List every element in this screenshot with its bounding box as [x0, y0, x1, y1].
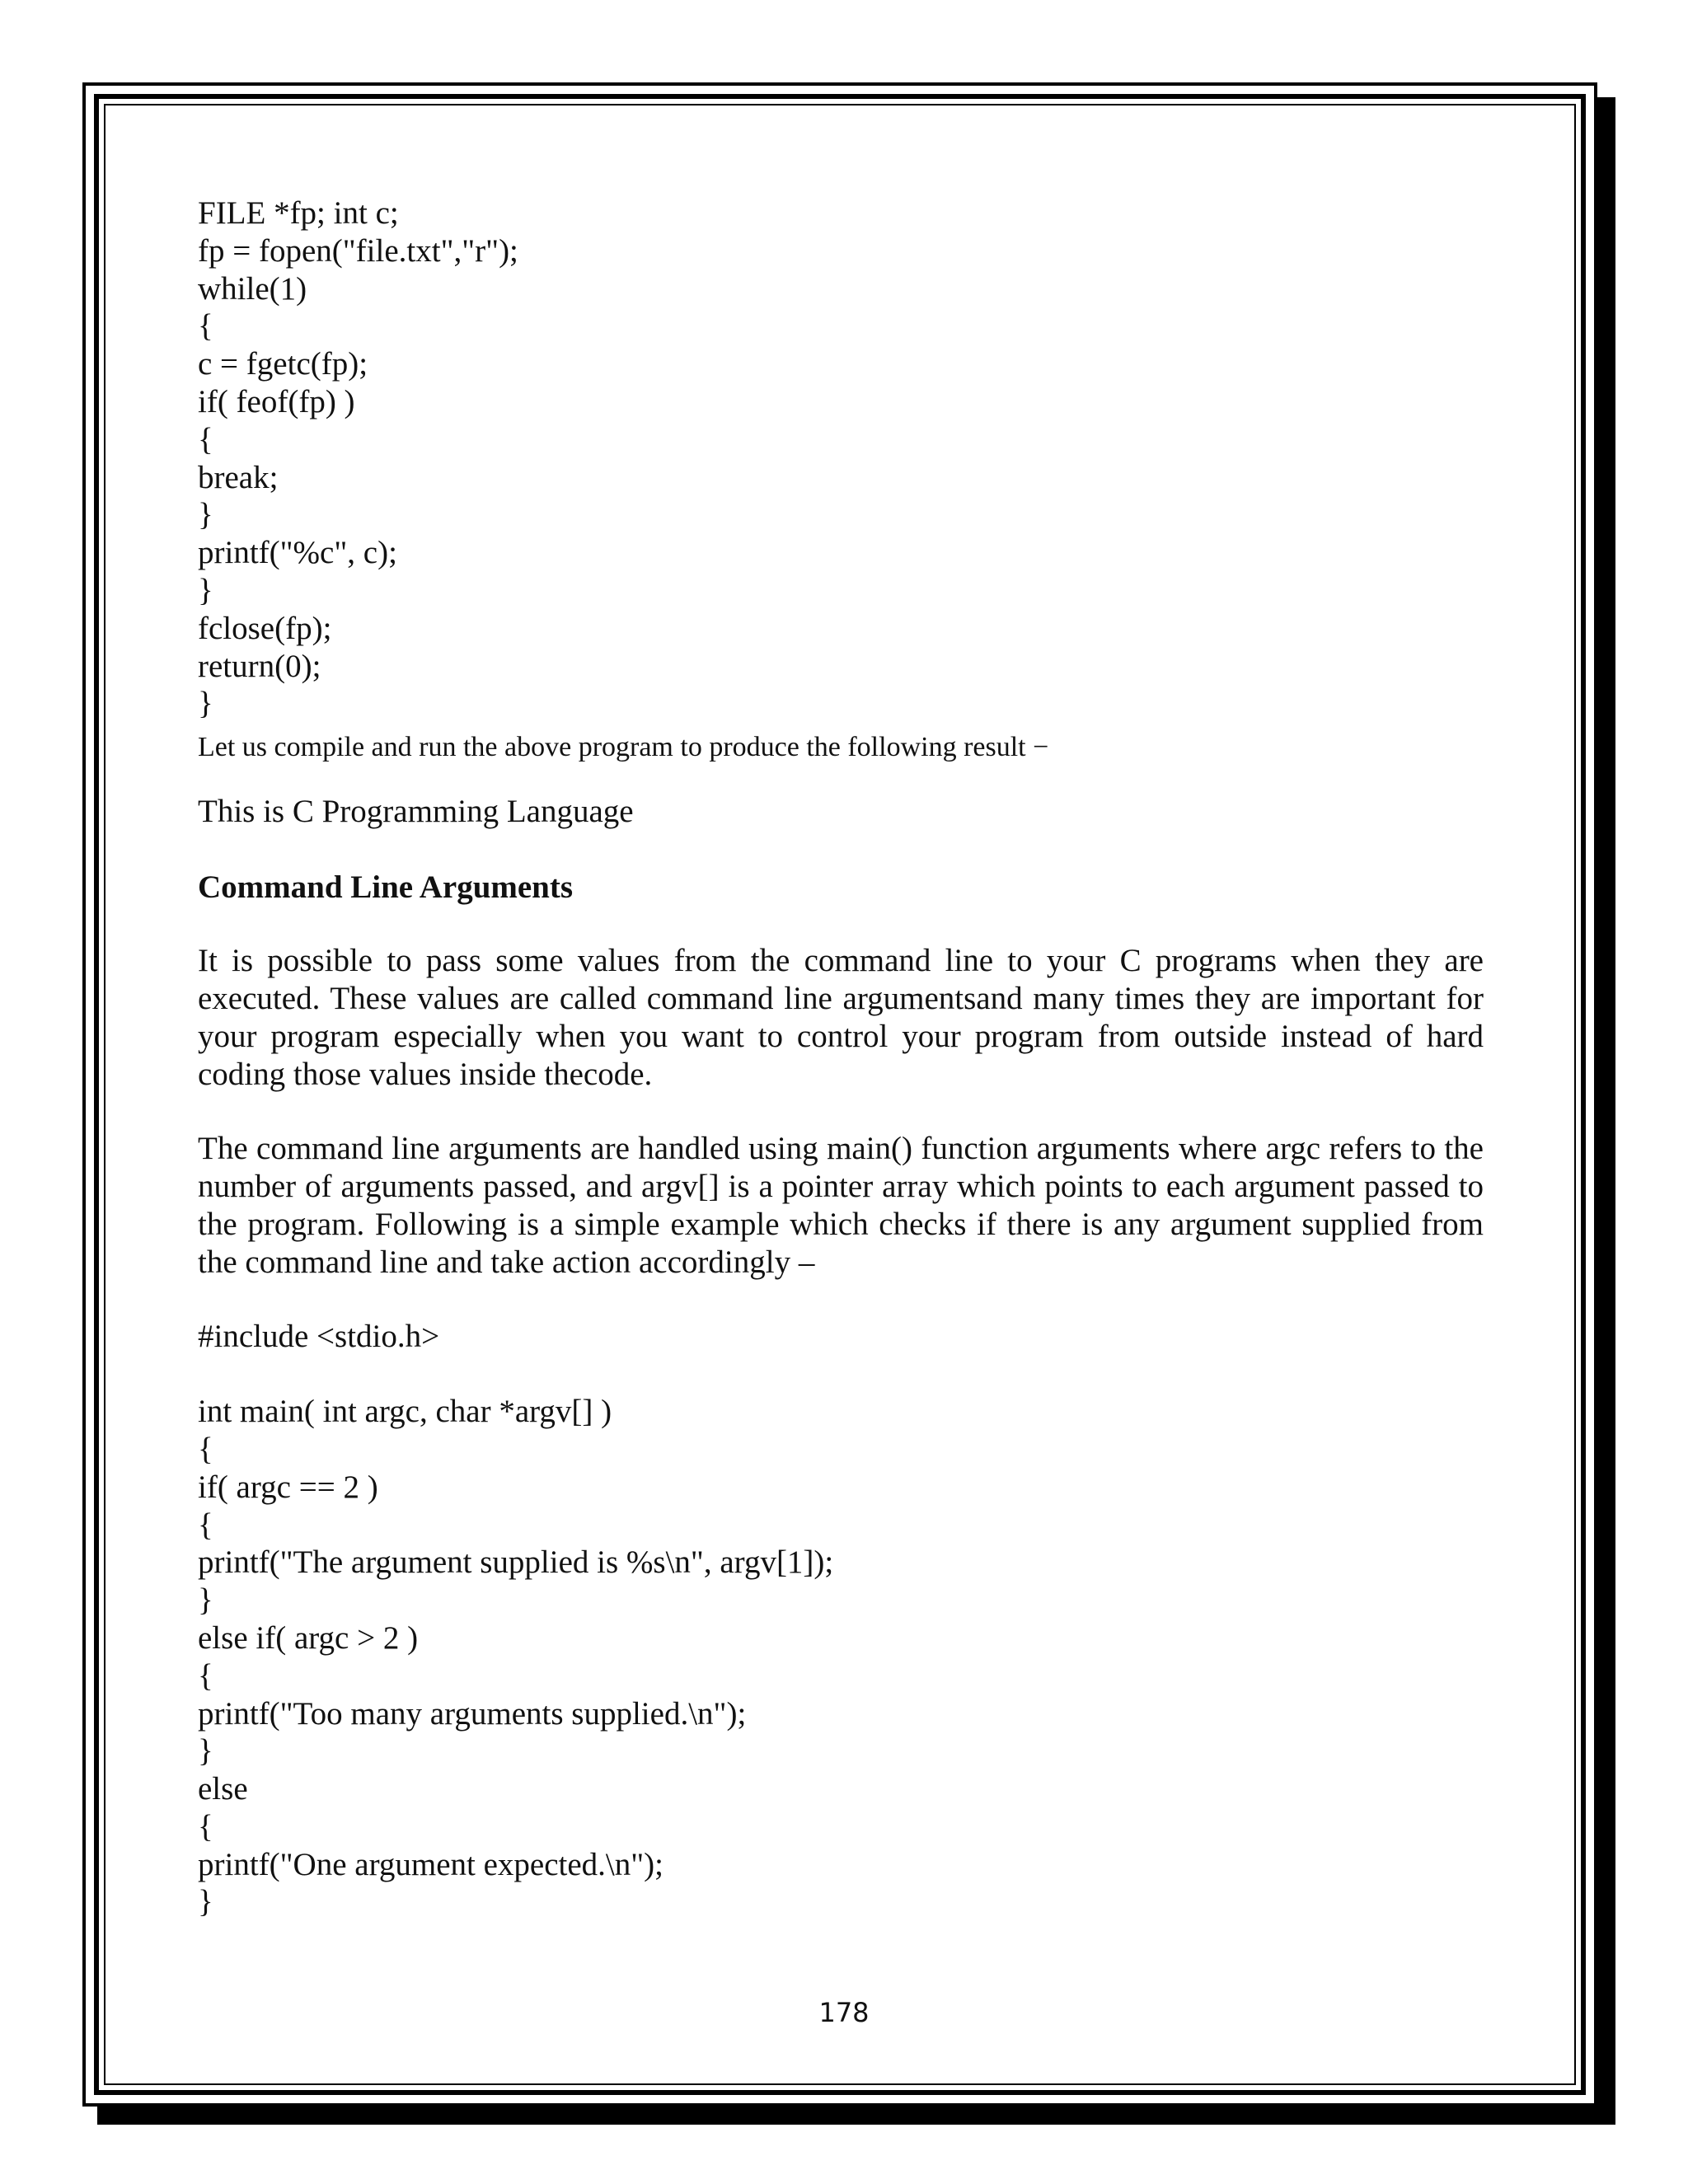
code-line: int main( int argc, char *argv[] ) [198, 1394, 612, 1430]
code-line: if( argc == 2 ) [198, 1469, 378, 1505]
code-line: while(1) [198, 270, 307, 307]
code-line: printf("%c", c); [198, 535, 397, 571]
code-line: break; [198, 459, 279, 495]
code-line: { [198, 1507, 213, 1543]
result-intro-text: Let us compile and run the above program to produce the following result − [198, 732, 1049, 763]
code-line: else if( argc > 2 ) [198, 1619, 419, 1656]
page-number: 178 [818, 1997, 870, 2028]
code-block-file-read [198, 194, 1484, 723]
code-line: } [198, 1733, 213, 1769]
code-line: } [198, 1582, 213, 1619]
code-line: { [198, 1657, 213, 1694]
code-line: } [198, 686, 213, 722]
code-line: if( feof(fp) ) [198, 383, 355, 419]
code-line: { [198, 308, 213, 344]
code-line: } [198, 1884, 213, 1920]
section-heading: Command Line Arguments [198, 869, 574, 906]
code-line: printf("One argument expected.\n"); [198, 1846, 664, 1882]
code-line: return(0); [198, 648, 321, 684]
code-line: printf("Too many arguments supplied.\n"); [198, 1695, 747, 1732]
page-content [198, 194, 1484, 1921]
paragraph-intro: It is possible to pass some values from the command line to your C programs when they are executed. These values are called command line argumentsand many times they are important for your program especially when you want to control your program from outside instead of hard coding those values inside thecode. [198, 943, 1484, 1092]
code-line-include: #include <stdio.h> [198, 1318, 440, 1354]
code-line: printf("The argument supplied is %s\n", argv[1]); [198, 1544, 834, 1581]
code-line: c = fgetc(fp); [198, 346, 368, 382]
code-line: fclose(fp); [198, 610, 332, 646]
code-line: fp = fopen("file.txt","r"); [198, 232, 518, 269]
code-line: } [198, 497, 213, 533]
code-line: { [198, 1808, 213, 1844]
paragraph-argc-argv: The command line arguments are handled using main() function arguments where argc refers to the number of arguments passed, and argv[] is a pointer array which points to each argument passed to the program. Following is a simple example which checks if there is any argument supplied from the command line and take action accordingly – [198, 1131, 1484, 1280]
code-line: FILE *fp; int c; [198, 195, 399, 231]
code-line: { [198, 421, 213, 457]
code-block-command-line [198, 1318, 1484, 1922]
code-line: else [198, 1771, 248, 1807]
code-line: } [198, 572, 213, 608]
program-output: This is C Programming Language [198, 794, 634, 830]
blank-line [198, 1355, 1484, 1393]
code-line: { [198, 1431, 213, 1467]
